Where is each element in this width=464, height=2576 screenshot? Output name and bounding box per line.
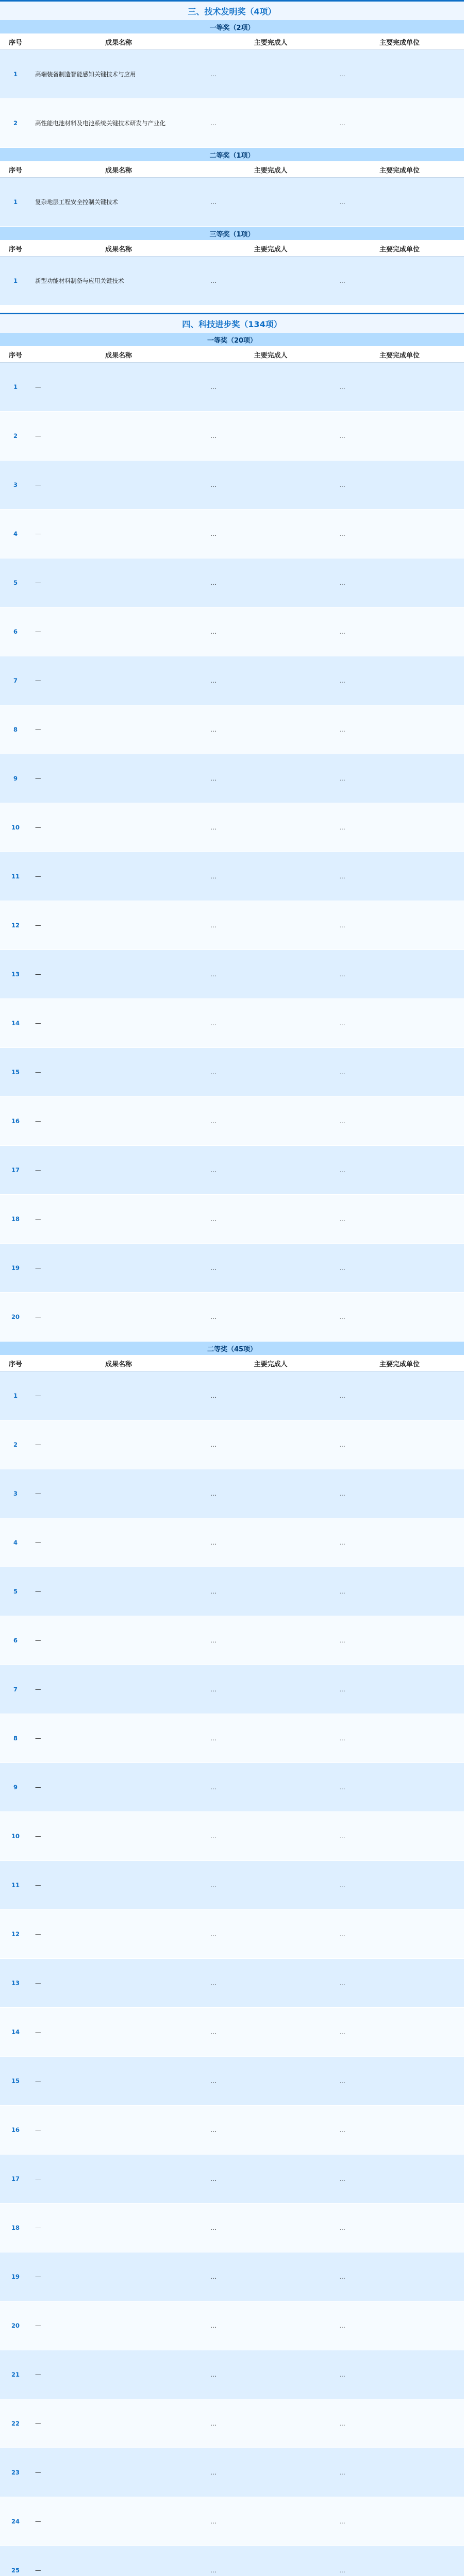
main-contributors: … <box>210 1117 217 1125</box>
main-contributors: … <box>210 1979 217 1987</box>
row-index: 22 <box>11 2419 20 2427</box>
main-units: … <box>339 1832 345 1840</box>
main-contributors: … <box>210 2224 217 2231</box>
row-index: 2 <box>13 432 18 439</box>
column-header: 主要完成单位 <box>379 351 420 360</box>
row-index: 4 <box>13 530 18 537</box>
row-index: 8 <box>13 1734 18 1742</box>
achievement-name: — <box>35 2126 41 2133</box>
main-units: … <box>339 432 345 439</box>
achievement-name: — <box>35 921 41 929</box>
main-units: … <box>339 1440 345 1448</box>
main-units: … <box>339 383 345 391</box>
main-contributors: … <box>210 2321 217 2329</box>
main-contributors: … <box>210 481 217 488</box>
table-row <box>0 257 464 306</box>
achievement-name: 高端装备制造智能感知关键技术与应用 <box>35 70 136 78</box>
main-contributors: … <box>210 921 217 929</box>
column-header: 序号 <box>8 351 22 360</box>
column-header: 成果名称 <box>105 245 132 253</box>
table-row <box>0 412 464 461</box>
section-title: 三、技术发明奖（4项） <box>0 0 464 20</box>
table-row <box>0 2301 464 2350</box>
achievement-name: — <box>35 1538 41 1546</box>
column-header: 序号 <box>8 166 22 175</box>
row-index: 10 <box>11 823 20 831</box>
row-index: 11 <box>11 872 20 880</box>
main-units: … <box>339 70 345 78</box>
main-contributors: … <box>210 774 217 782</box>
row-index: 15 <box>11 2077 20 2084</box>
main-units: … <box>339 1264 345 1272</box>
row-index: 1 <box>13 1392 18 1399</box>
main-units: … <box>339 1313 345 1320</box>
main-contributors: … <box>210 1392 217 1399</box>
main-contributors: … <box>210 2419 217 2427</box>
table-row <box>0 2448 464 2497</box>
main-contributors: … <box>210 2273 217 2280</box>
achievement-name: — <box>35 1636 41 1644</box>
achievement-name: — <box>35 579 41 586</box>
table-row <box>0 1371 464 1420</box>
main-units: … <box>339 579 345 586</box>
table-row <box>0 2497 464 2546</box>
main-units: … <box>339 823 345 831</box>
row-index: 1 <box>13 383 18 391</box>
table-header <box>0 1355 464 1371</box>
main-contributors: … <box>210 872 217 880</box>
table-row <box>0 754 464 803</box>
row-index: 2 <box>13 119 18 127</box>
column-header: 序号 <box>8 245 22 253</box>
table-header <box>0 347 464 363</box>
row-index: 5 <box>13 1587 18 1595</box>
achievement-name: — <box>35 1783 41 1791</box>
main-contributors: … <box>210 2468 217 2476</box>
main-units: … <box>339 2028 345 2036</box>
achievement-name: — <box>35 1117 41 1125</box>
table-row <box>0 1469 464 1518</box>
achievement-name: — <box>35 1440 41 1448</box>
table-row <box>0 2204 464 2252</box>
row-index: 8 <box>13 725 18 733</box>
achievement-name: — <box>35 1930 41 1938</box>
achievement-name: — <box>35 2370 41 2378</box>
table-row <box>0 2057 464 2106</box>
table-row <box>0 1763 464 1812</box>
achievement-name: — <box>35 1587 41 1595</box>
main-units: … <box>339 1587 345 1595</box>
main-contributors: … <box>210 2517 217 2525</box>
column-header: 主要完成单位 <box>379 166 420 175</box>
achievement-name: — <box>35 1832 41 1840</box>
main-units: … <box>339 628 345 635</box>
table-row <box>0 1048 464 1097</box>
achievement-name: — <box>35 1392 41 1399</box>
table-row <box>0 1616 464 1665</box>
main-contributors: … <box>210 1685 217 1693</box>
achievement-name: 高性能电池材料及电池系统关键技术研发与产业化 <box>35 119 165 127</box>
main-units: … <box>339 1489 345 1497</box>
achievement-name: — <box>35 628 41 635</box>
row-index: 21 <box>11 2370 20 2378</box>
row-index: 9 <box>13 774 18 782</box>
column-header: 主要完成人 <box>254 166 288 175</box>
table-row <box>0 656 464 705</box>
table-row <box>0 1665 464 1714</box>
row-index: 17 <box>11 1166 20 1174</box>
row-index: 11 <box>11 1881 20 1889</box>
main-units: … <box>339 1215 345 1223</box>
row-index: 16 <box>11 2126 20 2133</box>
achievement-name: — <box>35 823 41 831</box>
table-row <box>0 1244 464 1293</box>
row-index: 12 <box>11 921 20 929</box>
main-contributors: … <box>210 530 217 537</box>
achievement-name: 新型功能材料制备与应用关键技术 <box>35 277 124 284</box>
table-row <box>0 99 464 148</box>
main-units: … <box>339 2468 345 2476</box>
main-units: … <box>339 119 345 127</box>
main-units: … <box>339 530 345 537</box>
main-contributors: … <box>210 1930 217 1938</box>
row-index: 1 <box>13 198 18 206</box>
main-units: … <box>339 921 345 929</box>
achievement-name: — <box>35 2517 41 2525</box>
achievement-name: — <box>35 676 41 684</box>
main-units: … <box>339 1166 345 1174</box>
row-index: 4 <box>13 1538 18 1546</box>
row-index: 25 <box>11 2566 20 2574</box>
main-units: … <box>339 2517 345 2525</box>
main-contributors: … <box>210 2077 217 2084</box>
main-units: … <box>339 277 345 284</box>
main-units: … <box>339 676 345 684</box>
main-units: … <box>339 1392 345 1399</box>
table-row <box>0 510 464 558</box>
achievement-name: — <box>35 2273 41 2280</box>
achievement-name: — <box>35 1068 41 1076</box>
row-index: 5 <box>13 579 18 586</box>
achievement-name: — <box>35 2077 41 2084</box>
column-header: 成果名称 <box>105 39 132 47</box>
column-header: 主要完成单位 <box>379 245 420 253</box>
achievement-name: — <box>35 1489 41 1497</box>
table-row <box>0 999 464 1048</box>
table-row <box>0 2350 464 2399</box>
main-contributors: … <box>210 1636 217 1644</box>
main-contributors: … <box>210 119 217 127</box>
main-contributors: … <box>210 1440 217 1448</box>
row-index: 18 <box>11 1215 20 1223</box>
column-header: 主要完成人 <box>254 351 288 360</box>
row-index: 19 <box>11 2273 20 2280</box>
row-index: 20 <box>11 2321 20 2329</box>
main-units: … <box>339 1019 345 1027</box>
table-row <box>0 1567 464 1616</box>
achievement-name: — <box>35 872 41 880</box>
table-row <box>0 1097 464 1146</box>
table-row <box>0 1714 464 1763</box>
achievement-name: — <box>35 432 41 439</box>
table-row <box>0 705 464 754</box>
table-row <box>0 2008 464 2057</box>
main-contributors: … <box>210 970 217 978</box>
row-index: 9 <box>13 1783 18 1791</box>
table-row <box>0 461 464 510</box>
achievement-name: — <box>35 2321 41 2329</box>
achievement-name: — <box>35 481 41 488</box>
main-contributors: … <box>210 277 217 284</box>
award-category: 三等奖（1项） <box>0 227 464 241</box>
achievement-name: — <box>35 2224 41 2231</box>
row-index: 3 <box>13 481 18 488</box>
column-header: 成果名称 <box>105 351 132 360</box>
table-row <box>0 901 464 950</box>
column-header: 序号 <box>8 1360 22 1368</box>
row-index: 19 <box>11 1264 20 1272</box>
achievement-name: — <box>35 2566 41 2574</box>
achievement-name: — <box>35 1313 41 1320</box>
main-units: … <box>339 2566 345 2574</box>
row-index: 13 <box>11 1979 20 1987</box>
column-header: 主要完成人 <box>254 39 288 47</box>
table-row <box>0 50 464 99</box>
table-row <box>0 1959 464 2008</box>
main-contributors: … <box>210 383 217 391</box>
achievement-name: — <box>35 1264 41 1272</box>
row-index: 12 <box>11 1930 20 1938</box>
achievement-name: — <box>35 725 41 733</box>
row-index: 17 <box>11 2175 20 2182</box>
row-index: 7 <box>13 1685 18 1693</box>
main-contributors: … <box>210 1538 217 1546</box>
achievement-name: — <box>35 1979 41 1987</box>
award-category: 一等奖（2项） <box>0 20 464 34</box>
main-units: … <box>339 2321 345 2329</box>
main-contributors: … <box>210 2126 217 2133</box>
main-units: … <box>339 872 345 880</box>
table-row <box>0 178 464 227</box>
table-header <box>0 241 464 257</box>
table-row <box>0 1861 464 1910</box>
main-contributors: … <box>210 2566 217 2574</box>
achievement-name: — <box>35 2175 41 2182</box>
achievement-name: — <box>35 1019 41 1027</box>
main-units: … <box>339 1783 345 1791</box>
main-units: … <box>339 774 345 782</box>
achievement-name: — <box>35 530 41 537</box>
main-contributors: … <box>210 1587 217 1595</box>
column-header: 主要完成单位 <box>379 39 420 47</box>
main-contributors: … <box>210 823 217 831</box>
row-index: 23 <box>11 2468 20 2476</box>
table-row <box>0 607 464 656</box>
main-contributors: … <box>210 1313 217 1320</box>
row-index: 6 <box>13 1636 18 1644</box>
table-row <box>0 2106 464 2155</box>
table-header <box>0 162 464 178</box>
main-units: … <box>339 970 345 978</box>
table-row <box>0 1420 464 1469</box>
main-units: … <box>339 2175 345 2182</box>
main-contributors: … <box>210 1068 217 1076</box>
main-contributors: … <box>210 579 217 586</box>
table-row <box>0 1293 464 1342</box>
row-index: 2 <box>13 1440 18 1448</box>
table-row <box>0 2546 464 2576</box>
main-units: … <box>339 2077 345 2084</box>
row-index: 18 <box>11 2224 20 2231</box>
award-category: 一等奖（20项） <box>0 333 464 347</box>
table-row <box>0 803 464 852</box>
main-contributors: … <box>210 725 217 733</box>
main-units: … <box>339 1636 345 1644</box>
main-units: … <box>339 2419 345 2427</box>
table-row <box>0 1195 464 1244</box>
table-row <box>0 558 464 607</box>
achievement-name: — <box>35 774 41 782</box>
row-index: 16 <box>11 1117 20 1125</box>
main-contributors: … <box>210 1734 217 1742</box>
row-index: 13 <box>11 970 20 978</box>
column-header: 主要完成人 <box>254 1360 288 1368</box>
main-units: … <box>339 2370 345 2378</box>
row-index: 7 <box>13 676 18 684</box>
row-index: 24 <box>11 2517 20 2525</box>
main-units: … <box>339 1979 345 1987</box>
table-row <box>0 2155 464 2204</box>
achievement-name: — <box>35 2468 41 2476</box>
main-units: … <box>339 2273 345 2280</box>
main-contributors: … <box>210 1832 217 1840</box>
table-row <box>0 1518 464 1567</box>
column-header: 序号 <box>8 39 22 47</box>
achievement-name: — <box>35 970 41 978</box>
row-index: 14 <box>11 2028 20 2036</box>
row-index: 15 <box>11 1068 20 1076</box>
main-contributors: … <box>210 432 217 439</box>
main-contributors: … <box>210 1783 217 1791</box>
achievement-name: — <box>35 1685 41 1693</box>
main-contributors: … <box>210 2028 217 2036</box>
main-contributors: … <box>210 628 217 635</box>
main-units: … <box>339 481 345 488</box>
column-header: 成果名称 <box>105 1360 132 1368</box>
column-header: 主要完成人 <box>254 245 288 253</box>
achievement-name: — <box>35 383 41 391</box>
main-contributors: … <box>210 1019 217 1027</box>
achievement-name: — <box>35 2028 41 2036</box>
main-units: … <box>339 1685 345 1693</box>
main-contributors: … <box>210 1166 217 1174</box>
main-units: … <box>339 725 345 733</box>
main-contributors: … <box>210 1215 217 1223</box>
main-units: … <box>339 2126 345 2133</box>
row-index: 20 <box>11 1313 20 1320</box>
section-spacer <box>0 306 464 313</box>
table-row <box>0 852 464 901</box>
main-contributors: … <box>210 70 217 78</box>
row-index: 3 <box>13 1489 18 1497</box>
achievement-name: — <box>35 1734 41 1742</box>
table-row <box>0 2252 464 2301</box>
column-header: 成果名称 <box>105 166 132 175</box>
row-index: 6 <box>13 628 18 635</box>
main-units: … <box>339 1734 345 1742</box>
main-units: … <box>339 1117 345 1125</box>
column-header: 主要完成单位 <box>379 1360 420 1368</box>
row-index: 1 <box>13 277 18 284</box>
main-contributors: … <box>210 198 217 206</box>
main-contributors: … <box>210 676 217 684</box>
main-contributors: … <box>210 1881 217 1889</box>
main-units: … <box>339 1930 345 1938</box>
award-category: 二等奖（45项） <box>0 1342 464 1355</box>
main-units: … <box>339 2224 345 2231</box>
row-index: 14 <box>11 1019 20 1027</box>
main-units: … <box>339 1881 345 1889</box>
main-contributors: … <box>210 1489 217 1497</box>
table-row <box>0 363 464 412</box>
table-row <box>0 2399 464 2448</box>
table-row <box>0 1812 464 1861</box>
main-contributors: … <box>210 1264 217 1272</box>
table-row <box>0 1146 464 1195</box>
main-units: … <box>339 1068 345 1076</box>
achievement-name: — <box>35 1881 41 1889</box>
table-row <box>0 1910 464 1959</box>
achievement-name: — <box>35 2419 41 2427</box>
row-index: 10 <box>11 1832 20 1840</box>
achievement-name: — <box>35 1166 41 1174</box>
section-title: 四、科技进步奖（134项） <box>0 313 464 333</box>
table-row <box>0 950 464 999</box>
table-header <box>0 34 464 50</box>
main-units: … <box>339 198 345 206</box>
achievement-name: — <box>35 1215 41 1223</box>
main-contributors: … <box>210 2175 217 2182</box>
row-index: 1 <box>13 70 18 78</box>
achievement-name: 复杂地层工程安全控制关键技术 <box>35 198 118 206</box>
award-category: 二等奖（1项） <box>0 148 464 162</box>
main-units: … <box>339 1538 345 1546</box>
main-contributors: … <box>210 2370 217 2378</box>
